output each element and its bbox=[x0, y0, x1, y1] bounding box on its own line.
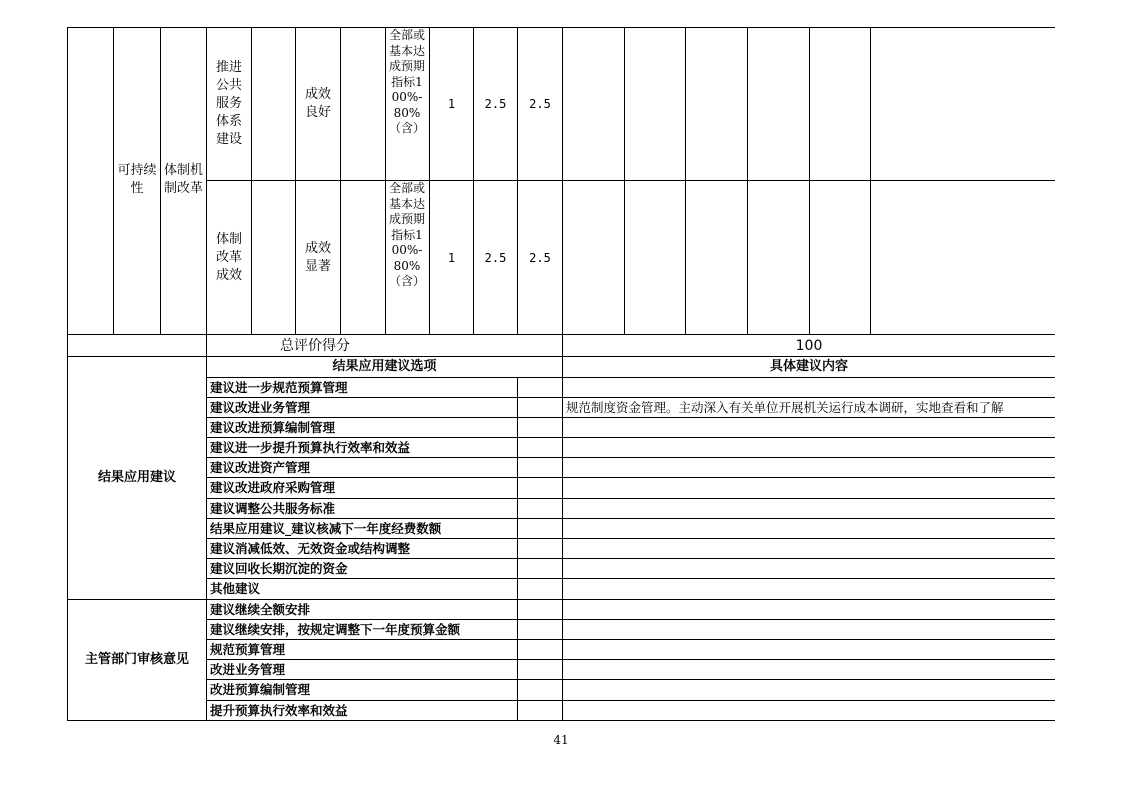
suggestion-content bbox=[563, 539, 1055, 558]
scoring-standard: 全部或基本达成预期指标100%-80%（含） bbox=[389, 181, 425, 288]
indicator-score: 2.5 bbox=[484, 250, 507, 265]
indicator-name: 体制改革成效 bbox=[215, 231, 242, 283]
result-option: 结果应用建议_建议核减下一年度经费数额 bbox=[210, 520, 442, 536]
review-option: 提升预算执行效率和效益 bbox=[210, 702, 348, 718]
options-header: 结果应用建议选项 bbox=[332, 359, 437, 374]
indicator-weight: 1 bbox=[447, 97, 456, 111]
suggestion-content: 规范制度资金管理。主动深入有关单位开展机关运行成本调研，实地查看和了解 bbox=[566, 399, 1004, 415]
review-option: 规范预算管理 bbox=[210, 641, 286, 657]
result-option: 建议进一步规范预算管理 bbox=[210, 379, 348, 395]
review-option: 建议继续安排，按规定调整下一年度预算金额 bbox=[210, 621, 461, 637]
indicator-score: 2.5 bbox=[529, 97, 551, 111]
result-option: 其他建议 bbox=[210, 581, 261, 596]
indicator-target: 成效显著 bbox=[304, 240, 331, 274]
indicator-weight: 1 bbox=[447, 250, 456, 265]
indicator-score: 2.5 bbox=[529, 250, 551, 265]
result-option: 建议改进业务管理 bbox=[210, 399, 311, 415]
total-score-value: 100 bbox=[795, 337, 823, 354]
result-option: 建议进一步提升预算执行效率和效益 bbox=[210, 439, 411, 455]
result-option: 建议回收长期沉淀的资金 bbox=[210, 560, 348, 576]
review-option: 改进业务管理 bbox=[210, 661, 286, 677]
result-application-label: 结果应用建议 bbox=[97, 470, 176, 485]
suggestion-content bbox=[563, 378, 1055, 397]
result-option: 建议改进资产管理 bbox=[210, 459, 311, 475]
indicator-target: 成效良好 bbox=[304, 87, 331, 120]
review-option: 建议继续全额安排 bbox=[210, 601, 311, 617]
level1-indicator: 可持续性 bbox=[117, 163, 157, 196]
department-review-label: 主管部门审核意见 bbox=[84, 652, 189, 667]
result-option: 建议改进预算编制管理 bbox=[210, 419, 336, 435]
indicator-name: 推进公共服务体系建设 bbox=[215, 60, 242, 147]
suggestion-content bbox=[563, 579, 1055, 599]
page-number: 41 bbox=[553, 733, 569, 747]
suggestion-content bbox=[563, 499, 1055, 518]
table-bottom-border bbox=[67, 720, 1055, 721]
suggestion-content bbox=[563, 478, 1055, 498]
indicator-score: 2.5 bbox=[484, 97, 507, 111]
suggestion-content bbox=[563, 438, 1055, 457]
suggestion-content bbox=[563, 458, 1055, 477]
content-header: 具体建议内容 bbox=[769, 359, 848, 374]
review-option: 改进预算编制管理 bbox=[210, 682, 311, 697]
suggestion-content bbox=[563, 519, 1055, 538]
level2-indicator: 体制机制改革 bbox=[163, 163, 203, 196]
result-option: 建议改进政府采购管理 bbox=[210, 480, 336, 495]
suggestion-content bbox=[563, 418, 1055, 437]
scoring-standard: 全部或基本达成预期指标100%-80%（含） bbox=[389, 28, 425, 135]
suggestion-content bbox=[563, 559, 1055, 578]
result-option: 建议调整公共服务标准 bbox=[210, 500, 336, 516]
result-option: 建议消减低效、无效资金或结构调整 bbox=[210, 540, 411, 556]
total-score-label: 总评价得分 bbox=[280, 337, 350, 354]
